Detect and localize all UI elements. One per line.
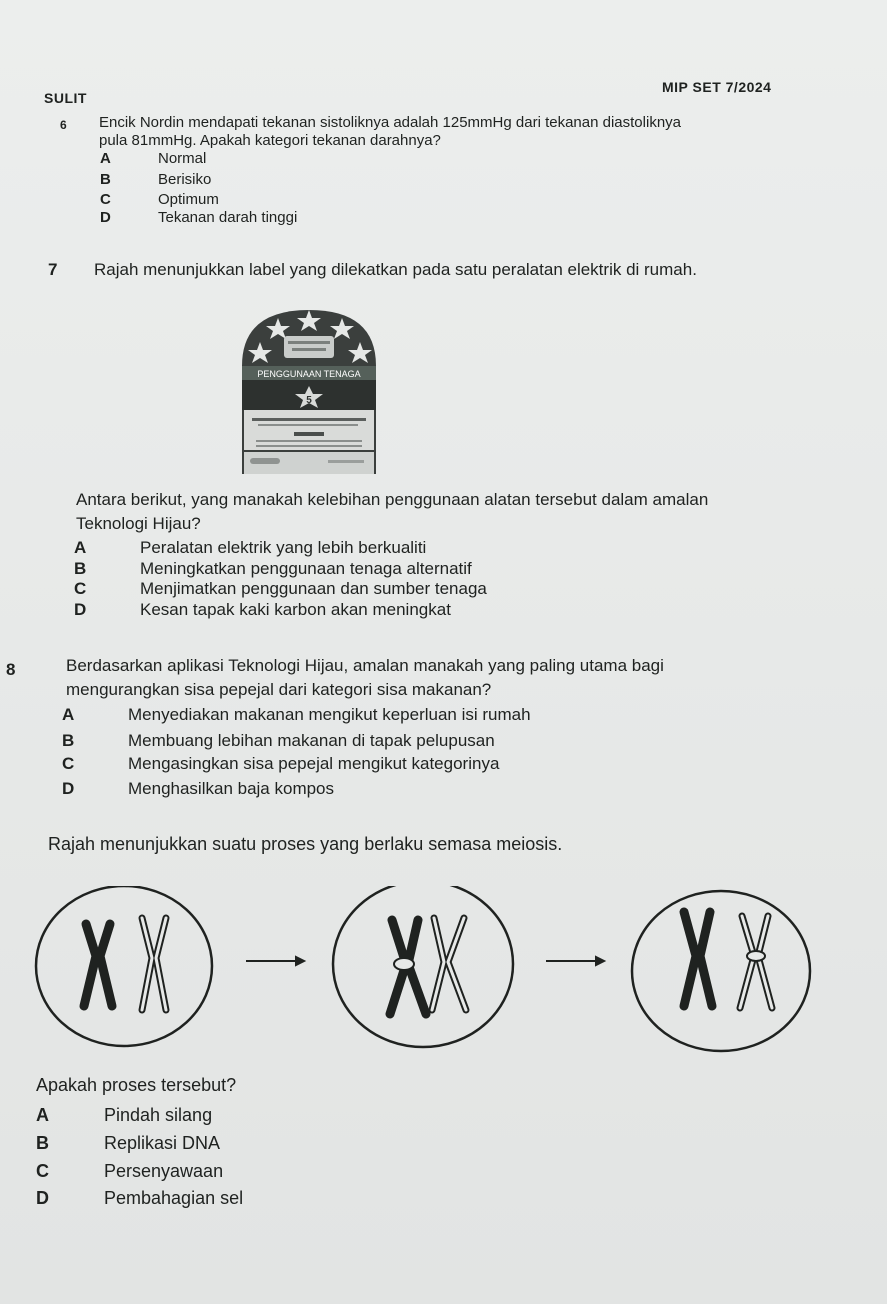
- question-text-line: Rajah menunjukkan suatu proses yang berlaku semasa meiosis.: [48, 834, 563, 854]
- option-letter: C: [74, 579, 87, 598]
- recombined-chromosome-icon: [684, 912, 772, 1008]
- option-text: Menghasilkan baja kompos: [128, 779, 335, 798]
- question-text-line: Rajah menunjukkan label yang dilekatkan pada satu peralatan elektrik di rumah.: [94, 260, 697, 279]
- option-text: Normal: [158, 150, 207, 167]
- crossing-over-chromosome-icon: [390, 918, 466, 1014]
- option-letter: A: [36, 1105, 49, 1125]
- option-text: Persenyawaan: [104, 1161, 224, 1181]
- option-text: Replikasi DNA: [104, 1133, 221, 1153]
- question-text-line: Antara berikut, yang manakah kelebihan penggunaan alatan tersebut dalam amalan: [76, 490, 709, 509]
- option-text: Kesan tapak kaki karbon akan meningkat: [140, 600, 451, 619]
- option-text: Peralatan elektrik yang lebih berkualiti: [140, 538, 427, 557]
- question-text-line: pula 81mmHg. Apakah kategori tekanan darahnya?: [99, 132, 441, 149]
- option-text: Optimum: [158, 191, 219, 208]
- option-letter: C: [100, 191, 111, 208]
- question-text-line: Encik Nordin mendapati tekanan sistoliknya adalah 125mmHg dari tekanan diastoliknya: [99, 114, 681, 131]
- sulit-label: SULIT: [44, 90, 87, 106]
- option-text: Menjimatkan penggunaan dan sumber tenaga: [140, 579, 487, 598]
- question-number: 6: [60, 118, 67, 132]
- option-letter: D: [74, 600, 87, 619]
- option-text: Pindah silang: [104, 1105, 213, 1125]
- question-number: 8: [6, 660, 16, 679]
- option-letter: A: [100, 150, 111, 167]
- option-text: Berisiko: [158, 171, 212, 188]
- option-letter: B: [36, 1133, 49, 1153]
- option-letter: C: [36, 1161, 49, 1181]
- option-text: Meningkatkan penggunaan tenaga alternatif: [140, 559, 472, 578]
- energy-rating-number: 5: [306, 395, 312, 406]
- energy-label-image: [238, 306, 380, 476]
- option-letter: A: [62, 705, 75, 724]
- option-letter: B: [74, 559, 87, 578]
- option-letter: D: [36, 1188, 49, 1208]
- option-letter: D: [62, 779, 75, 798]
- meiosis-diagram: [34, 886, 824, 1056]
- set-label: MIP SET 7/2024: [662, 79, 772, 95]
- option-text: Mengasingkan sisa pepejal mengikut kategorinya: [128, 754, 500, 773]
- option-text: Membuang lebihan makanan di tapak pelupusan: [128, 731, 495, 750]
- option-text: Tekanan darah tinggi: [158, 209, 298, 226]
- question-text-line: Berdasarkan aplikasi Teknologi Hijau, amalan manakah yang paling utama bagi: [66, 656, 664, 675]
- question-number: 7: [48, 260, 58, 279]
- question-text-line: Teknologi Hijau?: [76, 514, 201, 533]
- question-text-line: Apakah proses tersebut?: [36, 1075, 237, 1095]
- option-text: Pembahagian sel: [104, 1188, 244, 1208]
- option-text: Menyediakan makanan mengikut keperluan isi rumah: [128, 705, 531, 724]
- option-letter: A: [74, 538, 87, 557]
- option-letter: C: [62, 754, 75, 773]
- energy-label-title: PENGGUNAAN TENAGA: [257, 369, 361, 379]
- option-letter: B: [62, 731, 75, 750]
- chromosome-pair-icon: [84, 918, 166, 1010]
- option-letter: D: [100, 209, 111, 226]
- question-text-line: mengurangkan sisa pepejal dari kategori sisa makanan?: [66, 680, 492, 699]
- option-letter: B: [100, 171, 111, 188]
